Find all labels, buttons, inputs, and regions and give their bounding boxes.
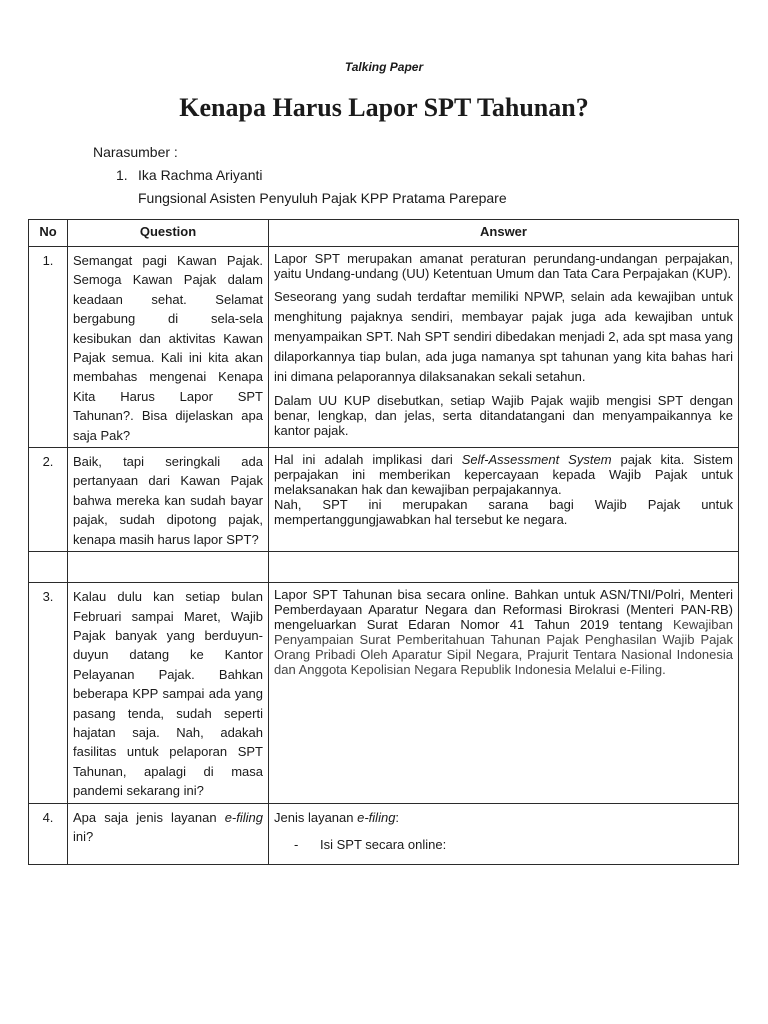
answer-paragraph: Nah, SPT ini merupakan sarana bagi Wajib Pajak untuk mempertanggungjawabkan hal tersebut ke negara.: [274, 497, 733, 528]
question-cell: [68, 803, 269, 864]
speakers-label: Narasumber :: [93, 144, 178, 160]
table-row: [29, 583, 739, 803]
speaker-item: [93, 166, 507, 208]
bullet-item: [274, 835, 733, 854]
speakers-section: [93, 143, 507, 208]
answer-text: Hal ini adalah implikasi dari: [274, 452, 462, 468]
answer-text: :: [395, 809, 400, 825]
answer-emphasis: Self-Assessment System: [461, 452, 612, 468]
empty-cell: [68, 552, 269, 583]
answer-cell: [269, 803, 739, 864]
qa-table: [28, 219, 739, 865]
answer-paragraph: [274, 452, 733, 497]
answer-text: Jenis layanan: [274, 809, 358, 825]
empty-row: [29, 552, 739, 583]
question-cell: Baik, tapi seringkali ada pertanyaan dari Kawan Pajak bahwa mereka kan sudah bayar pajak, sudah dipotong pajak, kenapa masih harus lapor SPT?: [68, 448, 269, 552]
row-number: 1.: [29, 247, 68, 448]
answer-paragraph: [274, 587, 733, 677]
answer-text: Lapor SPT Tahunan bisa secara online. Bahkan untuk ASN/TNI/Polri, Menteri Pemberdayaan Aparatur Negara dan Reformasi Birokrasi (Menteri PAN-RB) mengeluarkan Surat Edaran Nomor 41 Tahun 2019 tentang: [274, 587, 733, 633]
table-header-row: [29, 220, 739, 247]
table-row: [29, 448, 739, 552]
row-number: 2.: [29, 448, 68, 552]
empty-cell: [29, 552, 68, 583]
row-number: 4.: [29, 803, 68, 864]
empty-cell: [269, 552, 739, 583]
answer-paragraph: Dalam UU KUP disebutkan, setiap Wajib Pajak wajib mengisi SPT dengan benar, lengkap, dan jelas, serta ditandatangani dan menyampaikannya ke kantor pajak.: [274, 393, 733, 438]
question-cell: Kalau dulu kan setiap bulan Februari sampai Maret, Wajib Pajak banyak yang berduyun-duyun datang ke Kantor Pelayanan Pajak. Bahkan beberapa KPP sampai ada yang pasang tenda, sudah seperti hajatan saja. Nah, adakah fasilitas untuk pelaporan SPT Tahunan, apalagi di masa pandemi sekarang ini?: [68, 583, 269, 803]
header-question: Question: [68, 220, 269, 247]
bullet-dash: -: [294, 836, 299, 852]
table-row: [29, 803, 739, 864]
answer-text: pajak kita. Sistem perpajakan ini memberikan kepercayaan kepada Wajib Pajak untuk melaksanakan hak dan kewajiban perpajakannya.: [274, 452, 733, 498]
question-text: Apa saja jenis layanan: [73, 809, 225, 825]
document-title: Kenapa Harus Lapor SPT Tahunan?: [179, 93, 589, 122]
speaker-role: Fungsional Asisten Penyuluh Pajak KPP Pratama Parepare: [138, 190, 507, 206]
answer-cell: [269, 247, 739, 448]
table-row: [29, 247, 739, 448]
answer-cell: [269, 583, 739, 803]
speaker-number: 1.: [116, 167, 128, 183]
row-number: 3.: [29, 583, 68, 803]
answer-reference-text: Kewajiban Penyampaian Surat Pemberitahuan Tahunan Pajak Penghasilan Wajib Pajak Orang Pribadi Oleh Aparatur Sipil Negara, Prajurit Tentara Nasional Indonesia dan Anggota Kepolisian Negara Republik Indonesia Melalui e-Filing.: [274, 617, 733, 678]
speaker-name: Ika Rachma Ariyanti: [138, 167, 263, 183]
question-cell: Semangat pagi Kawan Pajak. Semoga Kawan Pajak dalam keadaan sehat. Selamat bergabung di sela-sela kesibukan dan aktivitas Kawan Pajak semua. Kali ini kita akan membahas mengenai Kenapa Kita Harus Lapor SPT Tahunan?. Bisa dijelaskan apa saja Pak?: [68, 247, 269, 448]
answer-paragraph: Lapor SPT merupakan amanat peraturan perundang-undangan perpajakan, yaitu Undang-undang (UU) Ketentuan Umum dan Tata Cara Perpajakan (KUP).: [274, 251, 733, 281]
header-no: No: [29, 220, 68, 247]
answer-cell: [269, 448, 739, 552]
answer-emphasis: e-filing: [357, 809, 396, 825]
bullet-text: Isi SPT secara online:: [320, 836, 447, 852]
question-text: ini?: [73, 828, 94, 844]
header-answer: Answer: [269, 220, 739, 247]
answer-paragraph: Seseorang yang sudah terdaftar memiliki NPWP, selain ada kewajiban untuk menghitung pajaknya sendiri, membayar pajak juga ada kewajiban untuk menyampaikan SPT. Nah SPT sendiri dibedakan menjadi 2, ada spt masa yang dilaporkannya tiap bulan, ada juga namanya spt tahunan yang kita bahas hari ini dimana pelaporannya dilaksanakan sekali setahun.: [274, 289, 733, 384]
answer-paragraph: [274, 808, 733, 827]
document-kicker: Talking Paper: [344, 60, 424, 74]
question-emphasis: e-filing: [224, 809, 263, 825]
speaker-list: [93, 166, 507, 208]
